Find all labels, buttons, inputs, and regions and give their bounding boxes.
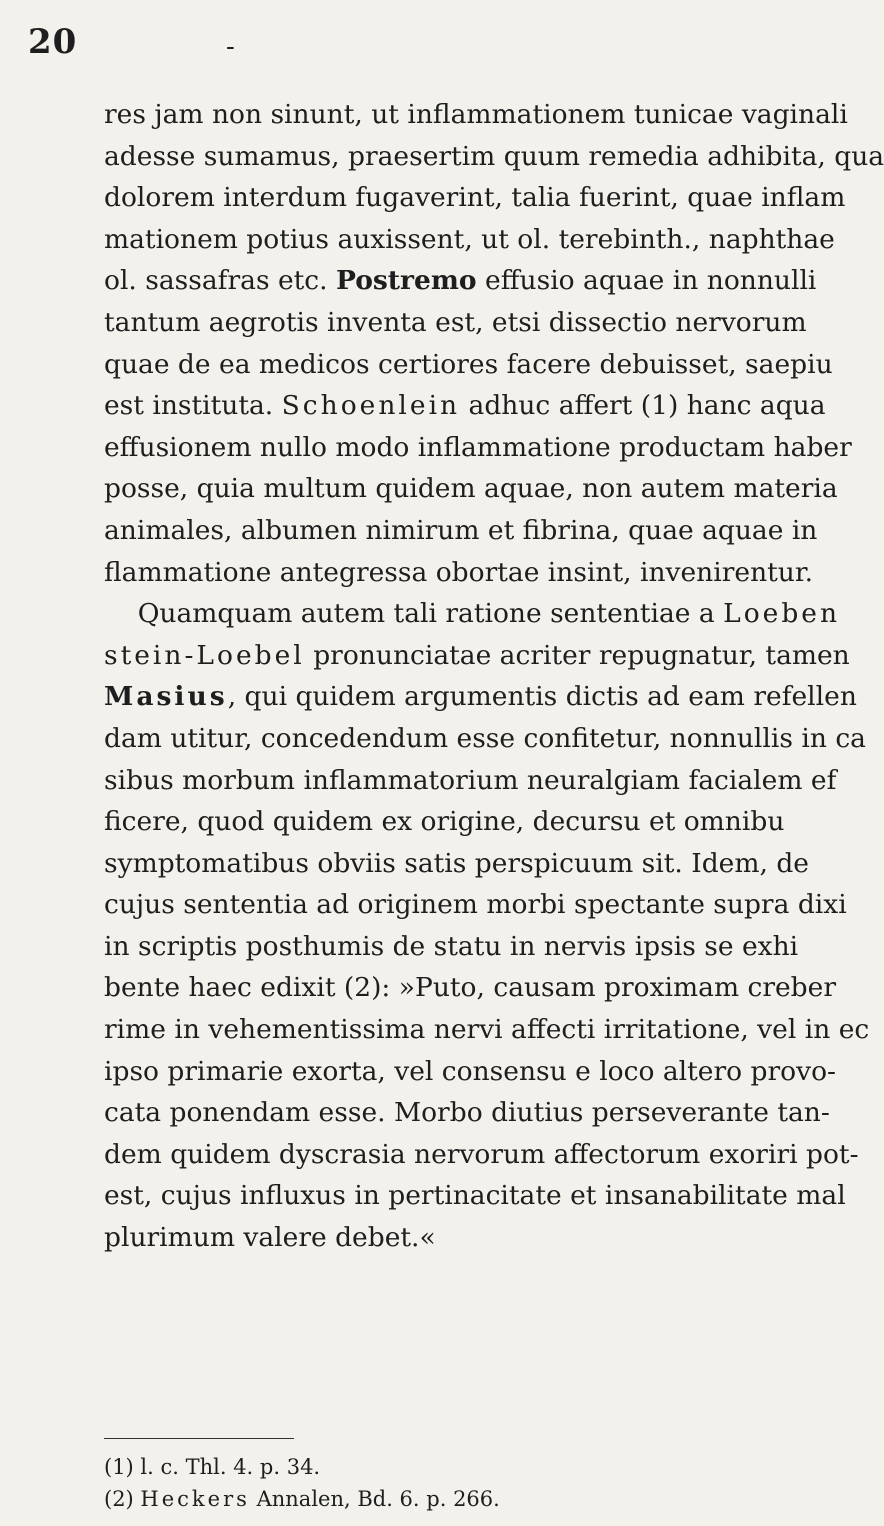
text-line: res jam non sinunt, ut inflammationem tunicae vaginali xyxy=(104,99,848,130)
text-line: bente haec edixit (2): »Puto, causam proximam creber xyxy=(104,972,836,1004)
text-line: dolorem interdum fugaverint, talia fuerint, quae inflam xyxy=(104,182,846,214)
text-line: symptomatibus obviis satis perspicuum sit. Idem, de xyxy=(104,847,809,879)
text-line: dam utitur, concedendum esse confitetur, nonnullis in ca xyxy=(104,722,866,754)
text-line: effusionem nullo modo inflammatione productam haber xyxy=(104,431,852,463)
text-line: posse, quia multum quidem aquae, non autem materia xyxy=(104,473,838,505)
text-line: flammatione antegressa obortae insint, invenirentur. xyxy=(104,556,814,588)
text-line: ol. sassafras etc. Postremo effusio aquae in nonnulli xyxy=(104,265,817,297)
emphasized-name: Heckers xyxy=(140,1487,250,1511)
text-line: quae de ea medicos certiores facere debuisset, saepiu xyxy=(104,348,833,380)
text-line: stein-Loebel pronunciatae acriter repugnatur, tamen xyxy=(104,639,850,671)
emphasized-name: Postremo xyxy=(336,265,477,297)
footnote: (2) Heckers Annalen, Bd. 6. p. 266. xyxy=(104,1487,500,1511)
page-header-dash: - xyxy=(226,32,235,62)
page-number: 20 xyxy=(28,22,78,62)
text-line: cata ponendam esse. Morbo diutius perseverante tan- xyxy=(104,1097,830,1129)
emphasized-name: Loeben xyxy=(723,598,841,630)
text-line: animales, albumen nimirum et fibrina, quae aquae in xyxy=(104,514,818,546)
text-line: mationem potius auxissent, ut ol. terebinth., naphthae xyxy=(104,223,835,255)
body-text xyxy=(104,94,884,1259)
text-line: in scriptis posthumis de statu in nervis ipsis se exhi xyxy=(104,930,799,962)
text-line: sibus morbum inflammatorium neuralgiam facialem ef xyxy=(104,764,837,796)
text-line: dem quidem dyscrasia nervorum affectorum exoriri pot- xyxy=(104,1138,859,1170)
emphasized-name: Schoenlein xyxy=(281,390,461,422)
text-line: plurimum valere debet.« xyxy=(104,1222,436,1254)
text-line: cujus sententia ad originem morbi spectante supra dixi xyxy=(104,889,847,921)
text-line: Quamquam autem tali ratione sententiae a Loeben xyxy=(104,598,841,630)
footnote: (1) l. c. Thl. 4. p. 34. xyxy=(104,1455,321,1479)
emphasized-name: stein-Loebel xyxy=(104,639,305,671)
text-line: est, cujus influxus in pertinacitate et insanabilitate mal xyxy=(104,1180,846,1212)
text-line: est instituta. Schoenlein adhuc affert (1) hanc aqua xyxy=(104,390,826,422)
footnotes xyxy=(104,1451,500,1515)
text-line: tantum aegrotis inventa est, etsi dissectio nervorum xyxy=(104,306,807,338)
text-line: rime in vehementissima nervi affecti irritatione, vel in ec xyxy=(104,1014,870,1046)
footnote-divider xyxy=(104,1438,294,1439)
text-line: ipso primarie exorta, vel consensu e loco altero provo- xyxy=(104,1055,836,1087)
text-line: adesse sumamus, praesertim quum remedia adhibita, qua xyxy=(104,140,884,172)
text-line: Masius, qui quidem argumentis dictis ad eam refellen xyxy=(104,681,857,713)
emphasized-name: Masius xyxy=(104,681,228,713)
text-line: ficere, quod quidem ex origine, decursu et omnibu xyxy=(104,806,785,838)
